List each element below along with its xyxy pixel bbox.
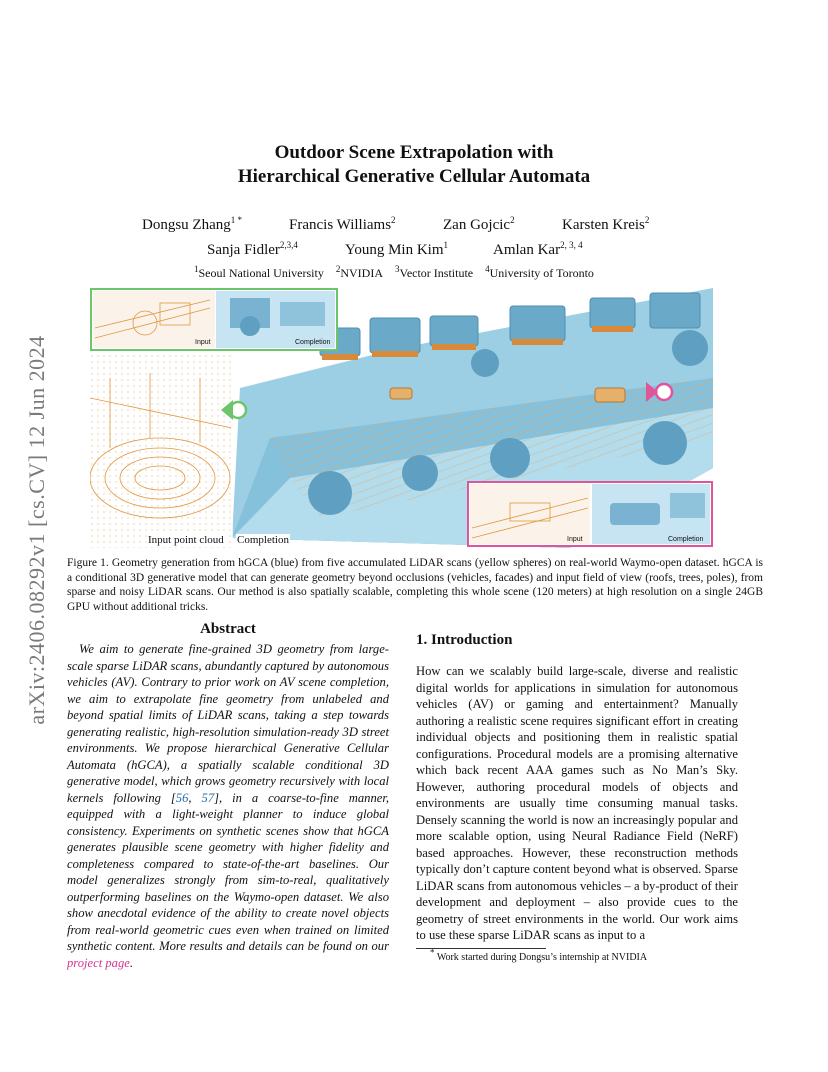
figure-caption: Figure 1. Geometry generation from hGCA (blue) from five accumulated LiDAR scans (yellow spheres) on real-world Waymo-open dataset. hGCA is a conditional 3D generative model that can generate geometry beyond occlusions (vehicles, facades) and input field of view (roofs, trees, poles), from sparse and noisy LiDAR scans. Our method is also spatially scalable, completing this whole scene (120 meters) at high resolution on a single 24GB GPU without additional tricks.	[67, 557, 763, 613]
author-4: Karsten Kreis$^2$	[562, 215, 650, 233]
inset-bottom-completion-label: Completion	[668, 536, 704, 543]
author-6: Young Min Kim$^1$	[345, 240, 449, 258]
citation-56[interactable]: 56	[175, 790, 189, 805]
abstract-heading: Abstract	[200, 621, 256, 637]
title-line-1: Outdoor Scene Extrapolation with	[274, 142, 554, 163]
author-2: Francis Williams$^2$	[289, 215, 396, 233]
footnote: * Work started during Dongsu’s internship at NVIDIA	[430, 947, 648, 963]
citation-57[interactable]: 57	[201, 790, 215, 805]
intro-heading: 1. Introduction	[416, 632, 513, 648]
arxiv-stamp-text: arXiv:2406.08292v1 [cs.CV] 12 Jun 2024	[24, 335, 49, 725]
inset-top-completion-label: Completion	[295, 339, 331, 346]
inset-top-input-label: Input	[195, 339, 211, 346]
scene-illustration	[90, 288, 713, 548]
title-line-2: Hierarchical Generative Cellular Automata	[237, 166, 591, 187]
inset-bottom-input-label: Input	[567, 536, 583, 543]
project-page-link[interactable]: project page	[67, 955, 130, 970]
intro-body: How can we scalably build large-scale, diverse and realistic digital worlds for applications in simulation for autonomous vehicles (AV) or gaming and entertainment? Manually authoring a realistic scene requires significant effort in creating individual objects and positioning them in realistic spatial configurations. Procedural models are a promising alternative which back recent AAA games such as No Man’s Sky. However, authoring procedural models of objects and environments are usually time consuming manual tasks. Densely scanning the world is now an increasingly popular and more scalable option, using Neural Radiance Field (NeRF) based approaches. However, these reconstruction methods typically don’t capture content beyond what is observed. Sparse LiDAR scans from autonomous vehicles – a by-product of their development and deployment – also provide cues to the geometry of street environments in the world. Our work aims to use these sparse LiDAR scans as input to a	[416, 664, 738, 942]
input-point-cloud-label: Input point cloud	[148, 534, 224, 546]
figure-1	[90, 288, 713, 548]
completion-label: Completion	[237, 534, 289, 546]
author-1: Dongsu Zhang$^{1 *}$	[142, 215, 242, 233]
affiliations: $^1$Seoul National University $^2$NVIDIA $^3$Vector Institute $^4$University of Toronto	[194, 264, 594, 280]
arxiv-stamp	[22, 320, 52, 740]
footnote-rule	[416, 948, 546, 949]
author-5: Sanja Fidler$^{2,3,4}$	[207, 240, 298, 258]
paper-title	[0, 141, 828, 189]
abstract-body: We aim to generate fine-grained 3D geometry from large-scale sparse LiDAR scans, abundantly captured by autonomous vehicles (AV). Contrary to prior work on AV scene completion, we aim to extrapolate fine geometry from unlabeled and beyond spatial limits of LiDAR scans, taking a step towards generating realistic, high-resolution simulation-ready 3D street environments. We propose hierarchical Generative Cellular Automata (hGCA), a spatially scalable conditional 3D generative model, which grows geometry recursively with local kernels following [56, 57], in a coarse-to-fine manner, equipped with a light-weight planner to induce global consistency. Experiments on synthetic scenes show that hGCA generates plausible scene geometry with higher fidelity and completeness compared to state-of-the-art baselines. Our model generalizes strongly from sim-to-real, qualitatively outperforming baselines on the Waymo-open dataset. We also show anecdotal evidence of the ability to create novel objects from real-world geometric cues even when trained on limited synthetic content. More results and details can be found on our project page.	[67, 642, 390, 970]
author-7: Amlan Kar$^{2, 3, 4}$	[493, 240, 583, 258]
author-3: Zan Gojcic$^2$	[443, 215, 515, 233]
